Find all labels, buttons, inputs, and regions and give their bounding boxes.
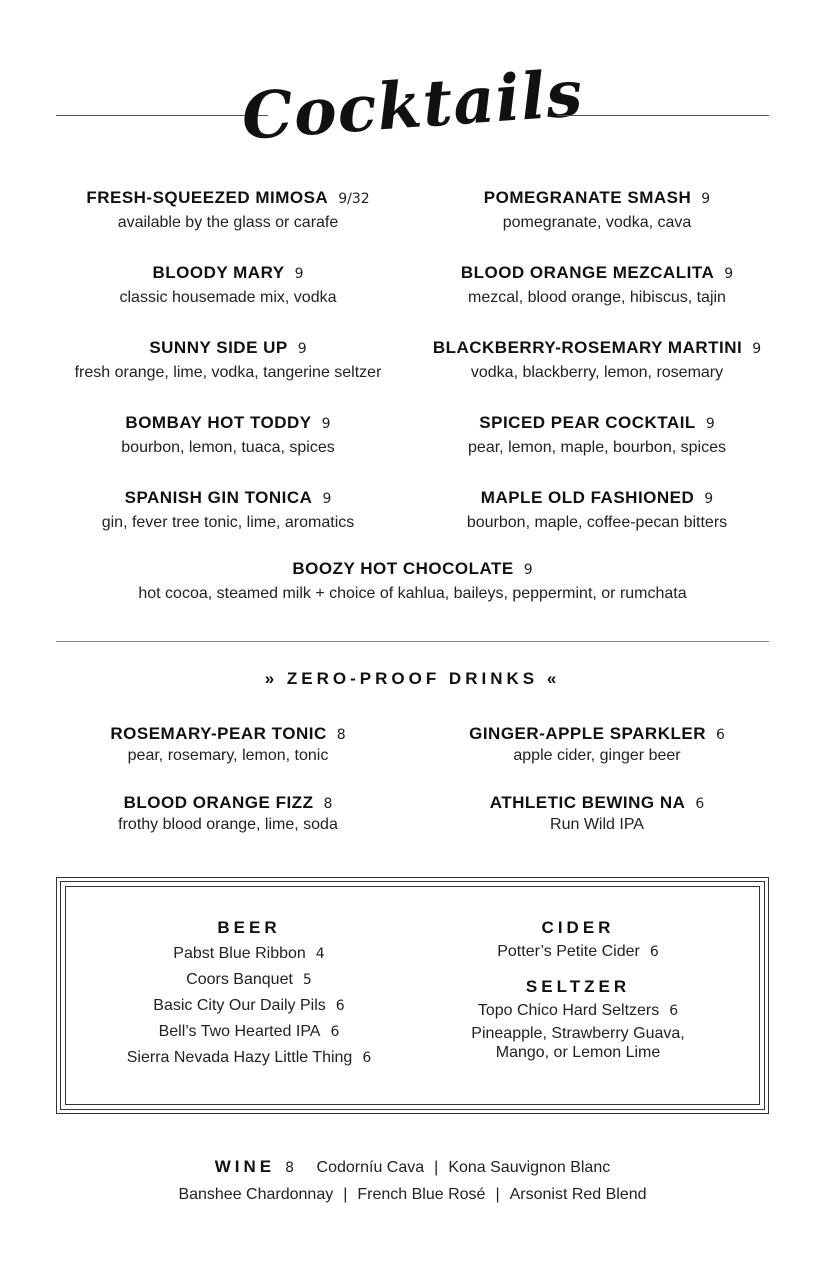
item-name: BLOOD ORANGE MEZCALITA [460,263,715,282]
item-description: vodka, blackberry, lemon, rosemary [470,364,724,381]
menu-item [407,488,787,532]
item-name: Potter’s Petite Cider [497,943,640,960]
wine-line-1 [0,1157,825,1177]
menu-item [38,793,418,834]
item-name: Pabst Blue Ribbon [173,945,306,962]
item-name: MAPLE OLD FASHIONED [480,488,695,507]
item-description: fresh orange, lime, vodka, tangerine seltzer [74,364,382,381]
list-item [69,1023,429,1041]
cider-seltzer-section [397,918,759,1062]
item-price: 8 [336,727,346,743]
menu-item [38,338,418,382]
separator: | [495,1186,500,1203]
item-price: 9 [705,416,715,432]
wine-item: Codorníu Cava [316,1159,425,1176]
zero-proof-right-column [407,724,787,844]
menu-item-featured [0,559,825,603]
item-price: 6 [362,1050,372,1066]
item-price: 6 [649,944,659,960]
item-name: GINGER-APPLE SPARKLER [469,724,706,743]
wine-item: French Blue Rosé [357,1186,486,1203]
list-item [69,945,429,963]
wine-item: Banshee Chardonnay [178,1186,334,1203]
item-name: FRESH-SQUEEZED MIMOSA [86,188,329,207]
item-name: SPICED PEAR COCKTAIL [479,413,696,432]
seltzer-heading: SELTZER [525,977,631,996]
item-name: BOMBAY HOT TODDY [125,413,312,432]
cocktails-left-column [38,188,418,548]
item-price: 6 [330,1024,340,1040]
menu-item [407,793,787,834]
menu-item [38,488,418,532]
item-description: pear, rosemary, lemon, tonic [127,747,329,764]
beer-heading: BEER [217,918,281,937]
list-item [69,997,429,1015]
item-name: BLOOD ORANGE FIZZ [123,793,314,812]
item-description: pomegranate, vodka, cava [502,214,692,231]
item-price: 9 [724,266,734,282]
item-price: 6 [695,796,705,812]
item-description: available by the glass or carafe [117,214,339,231]
item-price: 5 [302,972,312,988]
menu-item [38,263,418,307]
list-item [69,1049,429,1067]
seltzer-flavors-line2: Mango, or Lemon Lime [495,1044,661,1061]
item-name: Topo Chico Hard Seltzers [477,1002,660,1019]
header-rule-right [557,115,769,116]
item-price: 6 [335,998,345,1014]
item-name: Bell’s Two Hearted IPA [158,1023,321,1040]
item-name: ROSEMARY-PEAR TONIC [110,724,327,743]
wine-item: Kona Sauvignon Blanc [448,1159,611,1176]
item-name: POMEGRANATE SMASH [483,188,692,207]
wine-heading: WINE [214,1157,276,1176]
item-price: 9 [322,491,332,507]
item-description: apple cider, ginger beer [513,747,681,764]
item-price: 9 [752,341,762,357]
item-description: gin, fever tree tonic, lime, aromatics [101,514,355,531]
page-title: Cocktails [239,56,586,155]
separator: | [343,1186,348,1203]
item-description: hot cocoa, steamed milk + choice of kahlua, baileys, peppermint, or rumchata [138,585,687,602]
menu-item [407,263,787,307]
zero-proof-left-column [38,724,418,844]
menu-item [407,413,787,457]
list-item [397,1002,759,1020]
menu-item [407,188,787,232]
item-price: 9 [321,416,331,432]
item-name: Basic City Our Daily Pils [153,997,326,1014]
item-description: classic housemade mix, vodka [119,289,337,306]
list-item [397,943,759,961]
item-name: BOOZY HOT CHOCOLATE [292,559,514,578]
item-description: bourbon, maple, coffee-pecan bitters [466,514,728,531]
item-price: 9 [701,191,711,207]
item-name: BLOODY MARY [152,263,285,282]
item-description: mezcal, blood orange, hibiscus, tajin [468,289,726,306]
item-description: Run Wild IPA [550,816,644,833]
item-name: Coors Banquet [186,971,293,988]
wine-item: Arsonist Red Blend [509,1186,647,1203]
list-item [69,971,429,989]
item-price: 9/32 [338,191,370,207]
menu-item [407,724,787,765]
item-price: 9 [297,341,307,357]
zero-proof-title: » ZERO-PROOF DRINKS « [264,669,561,688]
item-price: 6 [669,1003,679,1019]
beer-section [69,918,429,1067]
drinks-box [56,877,769,1114]
item-name: SPANISH GIN TONICA [124,488,313,507]
item-name: ATHLETIC BEWING NA [489,793,686,812]
item-price: 8 [323,796,333,812]
item-price: 9 [294,266,304,282]
item-description: frothy blood orange, lime, soda [118,816,338,833]
item-price: 6 [715,727,725,743]
menu-header [56,56,769,158]
section-divider [56,641,769,642]
menu-item [38,413,418,457]
item-price: 9 [523,562,533,578]
menu-item [38,724,418,765]
wine-price: 8 [285,1160,295,1176]
wine-line-2 [0,1186,825,1204]
item-price: 4 [315,946,325,962]
menu-item [38,188,418,232]
cider-heading: CIDER [541,918,615,937]
cocktails-right-column [407,188,787,548]
item-name: BLACKBERRY-ROSEMARY MARTINI [432,338,743,357]
seltzer-flavors-line1: Pineapple, Strawberry Guava, [471,1025,685,1042]
separator: | [434,1159,439,1176]
item-description: bourbon, lemon, tuaca, spices [121,439,335,456]
menu-item [407,338,787,382]
item-name: Sierra Nevada Hazy Little Thing [126,1049,353,1066]
item-name: SUNNY SIDE UP [149,338,288,357]
item-description: pear, lemon, maple, bourbon, spices [468,439,726,456]
item-price: 9 [704,491,714,507]
